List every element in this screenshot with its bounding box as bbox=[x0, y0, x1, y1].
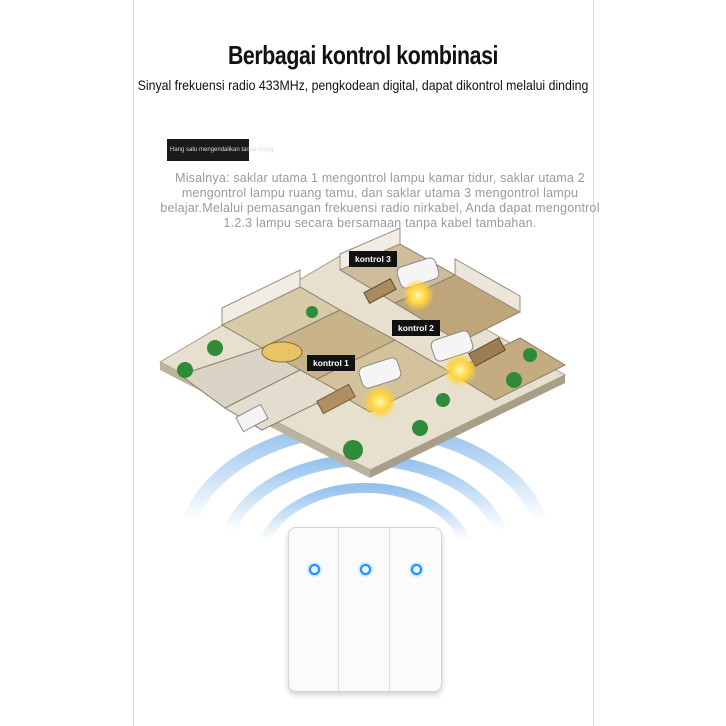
caption-tag: Hang satu mengendalikan tanpa orang bbox=[167, 139, 249, 161]
label-kontrol-3: kontrol 3 bbox=[349, 251, 397, 267]
bulb-icon bbox=[402, 279, 434, 311]
bulb-icon bbox=[363, 385, 397, 419]
switch-key-2[interactable] bbox=[340, 528, 390, 691]
indicator-led-icon bbox=[360, 564, 371, 575]
page-subtitle: Sinyal frekuensi radio 433MHz, pengkodean digital, dapat dikontrol melalui dinding bbox=[137, 77, 589, 93]
description-text: Misalnya: saklar utama 1 mengontrol lampu kamar tidur, saklar utama 2 mengontrol lampu ruang tamu, dan saklar utama 3 mengontrol lampu belajar.Melalui pemasangan frekuensi radio nirkabel, Anda dapat mengontrol 1.2.3 lampu secara bersamaan tanpa kabel tambahan. bbox=[160, 171, 600, 230]
switch-key-1[interactable] bbox=[289, 528, 339, 691]
wall-switch bbox=[288, 527, 442, 692]
page-title: Berbagai kontrol kombinasi bbox=[227, 40, 499, 70]
label-kontrol-2: kontrol 2 bbox=[392, 320, 440, 336]
bulb-icon bbox=[443, 353, 477, 387]
label-kontrol-1: kontrol 1 bbox=[307, 355, 355, 371]
indicator-led-icon bbox=[309, 564, 320, 575]
switch-key-3[interactable] bbox=[391, 528, 441, 691]
indicator-led-icon bbox=[411, 564, 422, 575]
